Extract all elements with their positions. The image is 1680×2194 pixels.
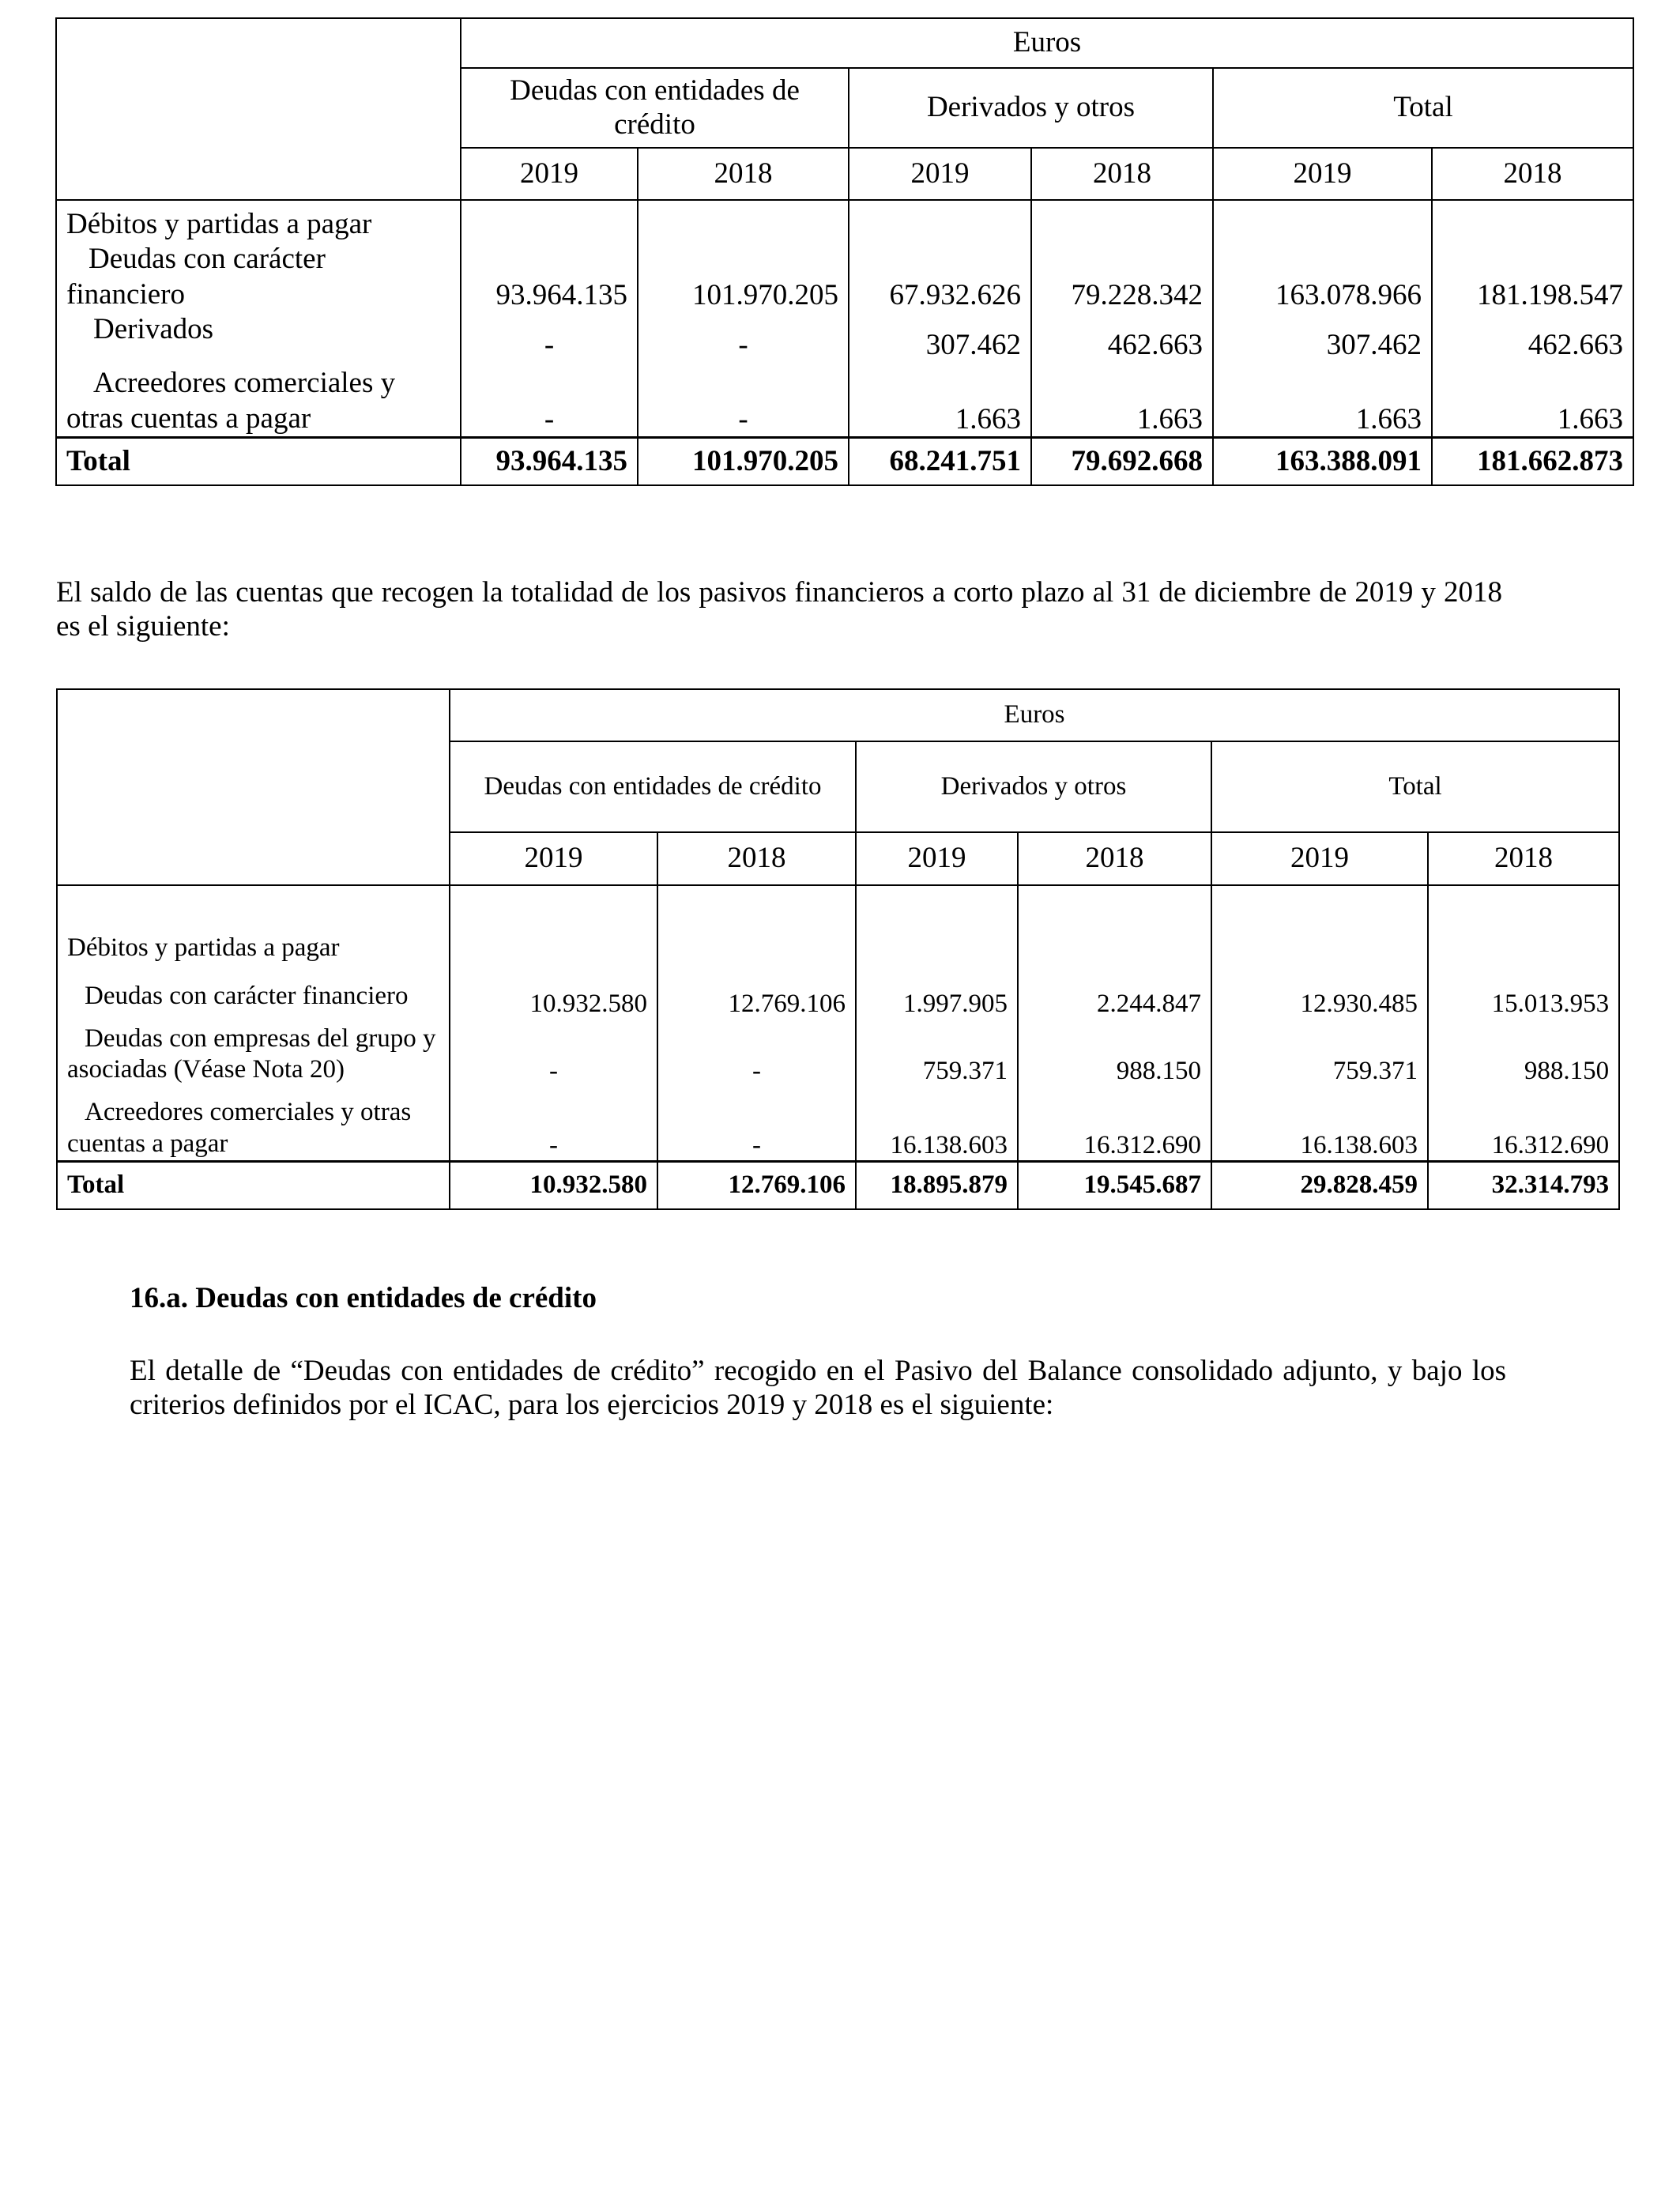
cell: 101.970.205 — [638, 438, 849, 485]
group-header-credit: Deudas con entidades de crédito — [461, 68, 849, 148]
group-header-total: Total — [1213, 68, 1633, 148]
year-header: 2018 — [1428, 832, 1619, 885]
cell: 12.930.485 — [1211, 974, 1428, 1019]
year-header: 2018 — [1432, 148, 1633, 200]
cell: 10.932.580 — [450, 1161, 657, 1209]
year-header: 2019 — [450, 832, 657, 885]
row-label: Deudas con carácter financiero — [66, 243, 326, 311]
cell: 181.662.873 — [1432, 438, 1633, 485]
cell: - — [450, 1086, 657, 1161]
cell: 2.244.847 — [1018, 974, 1211, 1019]
cell: 67.932.626 — [849, 242, 1031, 312]
cell: - — [657, 1019, 856, 1086]
cell: 16.138.603 — [1211, 1086, 1428, 1161]
cell: 93.964.135 — [461, 438, 638, 485]
year-header: 2019 — [1213, 148, 1432, 200]
year-header: 2018 — [1031, 148, 1213, 200]
cell: - — [450, 1019, 657, 1086]
total-row — [57, 1161, 1619, 1209]
cell: - — [657, 1086, 856, 1161]
year-header: 2018 — [638, 148, 849, 200]
cell: 16.312.690 — [1428, 1086, 1619, 1161]
table-row — [56, 362, 1633, 438]
cell: 16.312.690 — [1018, 1086, 1211, 1161]
group-header-credit: Deudas con entidades de crédito — [450, 741, 856, 832]
year-header: 2019 — [1211, 832, 1428, 885]
row-label: Derivados — [56, 312, 461, 361]
cell: 1.663 — [1031, 362, 1213, 438]
section-heading: 16.a. Deudas con entidades de crédito — [130, 1282, 597, 1314]
group-header-derivatives: Derivados y otros — [856, 741, 1211, 832]
detail-paragraph: El detalle de “Deudas con entidades de crédito” recogido en el Pasivo del Balance consolidado adjunto, y bajo los criterios definidos por el ICAC, para los ejercicios 2019 y 2018 es el siguiente: — [130, 1355, 1506, 1421]
cell: 68.241.751 — [849, 438, 1031, 485]
cell: 93.964.135 — [461, 242, 638, 312]
section-label: Débitos y partidas a pagar — [56, 200, 461, 242]
cell: 462.663 — [1432, 312, 1633, 361]
cell: 1.997.905 — [856, 974, 1018, 1019]
year-header: 2019 — [461, 148, 638, 200]
cell: 163.388.091 — [1213, 438, 1432, 485]
cell: 101.970.205 — [638, 242, 849, 312]
group-header-derivatives: Derivados y otros — [849, 68, 1213, 148]
currency-header: Euros — [450, 689, 1619, 741]
cell: 79.228.342 — [1031, 242, 1213, 312]
row-label: Deudas con empresas del grupo y asociadas (Véase Nota 20) — [67, 1023, 436, 1084]
cell: 10.932.580 — [450, 974, 657, 1019]
row-label: Deudas con carácter financiero — [57, 974, 450, 1019]
cell: 12.769.106 — [657, 974, 856, 1019]
cell: 462.663 — [1031, 312, 1213, 361]
currency-header: Euros — [461, 18, 1633, 68]
cell: - — [461, 362, 638, 438]
cell: 12.769.106 — [657, 1161, 856, 1209]
cell: 307.462 — [849, 312, 1031, 361]
table-row — [56, 242, 1633, 312]
row-label: Acreedores comerciales y otras cuentas a pagar — [66, 367, 396, 435]
cell: 307.462 — [1213, 312, 1432, 361]
total-row — [56, 438, 1633, 485]
cell: 1.663 — [1213, 362, 1432, 438]
cell: 163.078.966 — [1213, 242, 1432, 312]
cell: - — [461, 312, 638, 361]
group-header-total: Total — [1211, 741, 1619, 832]
cell: - — [638, 362, 849, 438]
intro-paragraph: El saldo de las cuentas que recogen la totalidad de los pasivos financieros a corto plazo al 31 de diciembre de 2019 y 2018 es el siguiente: — [56, 576, 1502, 643]
total-label: Total — [56, 438, 461, 485]
cell: 32.314.793 — [1428, 1161, 1619, 1209]
long-term-liabilities-table — [55, 17, 1634, 486]
short-term-liabilities-table — [56, 688, 1620, 1210]
cell: 759.371 — [1211, 1019, 1428, 1086]
cell: 79.692.668 — [1031, 438, 1213, 485]
header-corner — [56, 18, 461, 200]
cell: 1.663 — [849, 362, 1031, 438]
table-row — [57, 1019, 1619, 1086]
cell: 19.545.687 — [1018, 1161, 1211, 1209]
cell: 988.150 — [1428, 1019, 1619, 1086]
year-header: 2018 — [1018, 832, 1211, 885]
cell: 1.663 — [1432, 362, 1633, 438]
cell: 18.895.879 — [856, 1161, 1018, 1209]
cell: - — [638, 312, 849, 361]
year-header: 2018 — [657, 832, 856, 885]
year-header: 2019 — [856, 832, 1018, 885]
table-row — [57, 1086, 1619, 1161]
cell: 181.198.547 — [1432, 242, 1633, 312]
cell: 15.013.953 — [1428, 974, 1619, 1019]
table-row — [57, 974, 1619, 1019]
row-label: Acreedores comerciales y otras cuentas a pagar — [67, 1098, 412, 1158]
year-header: 2019 — [849, 148, 1031, 200]
cell: 16.138.603 — [856, 1086, 1018, 1161]
cell: 759.371 — [856, 1019, 1018, 1086]
section-label: Débitos y partidas a pagar — [57, 885, 450, 974]
cell: 988.150 — [1018, 1019, 1211, 1086]
table-row — [56, 312, 1633, 361]
header-corner — [57, 689, 450, 885]
cell: 29.828.459 — [1211, 1161, 1428, 1209]
total-label: Total — [57, 1161, 450, 1209]
